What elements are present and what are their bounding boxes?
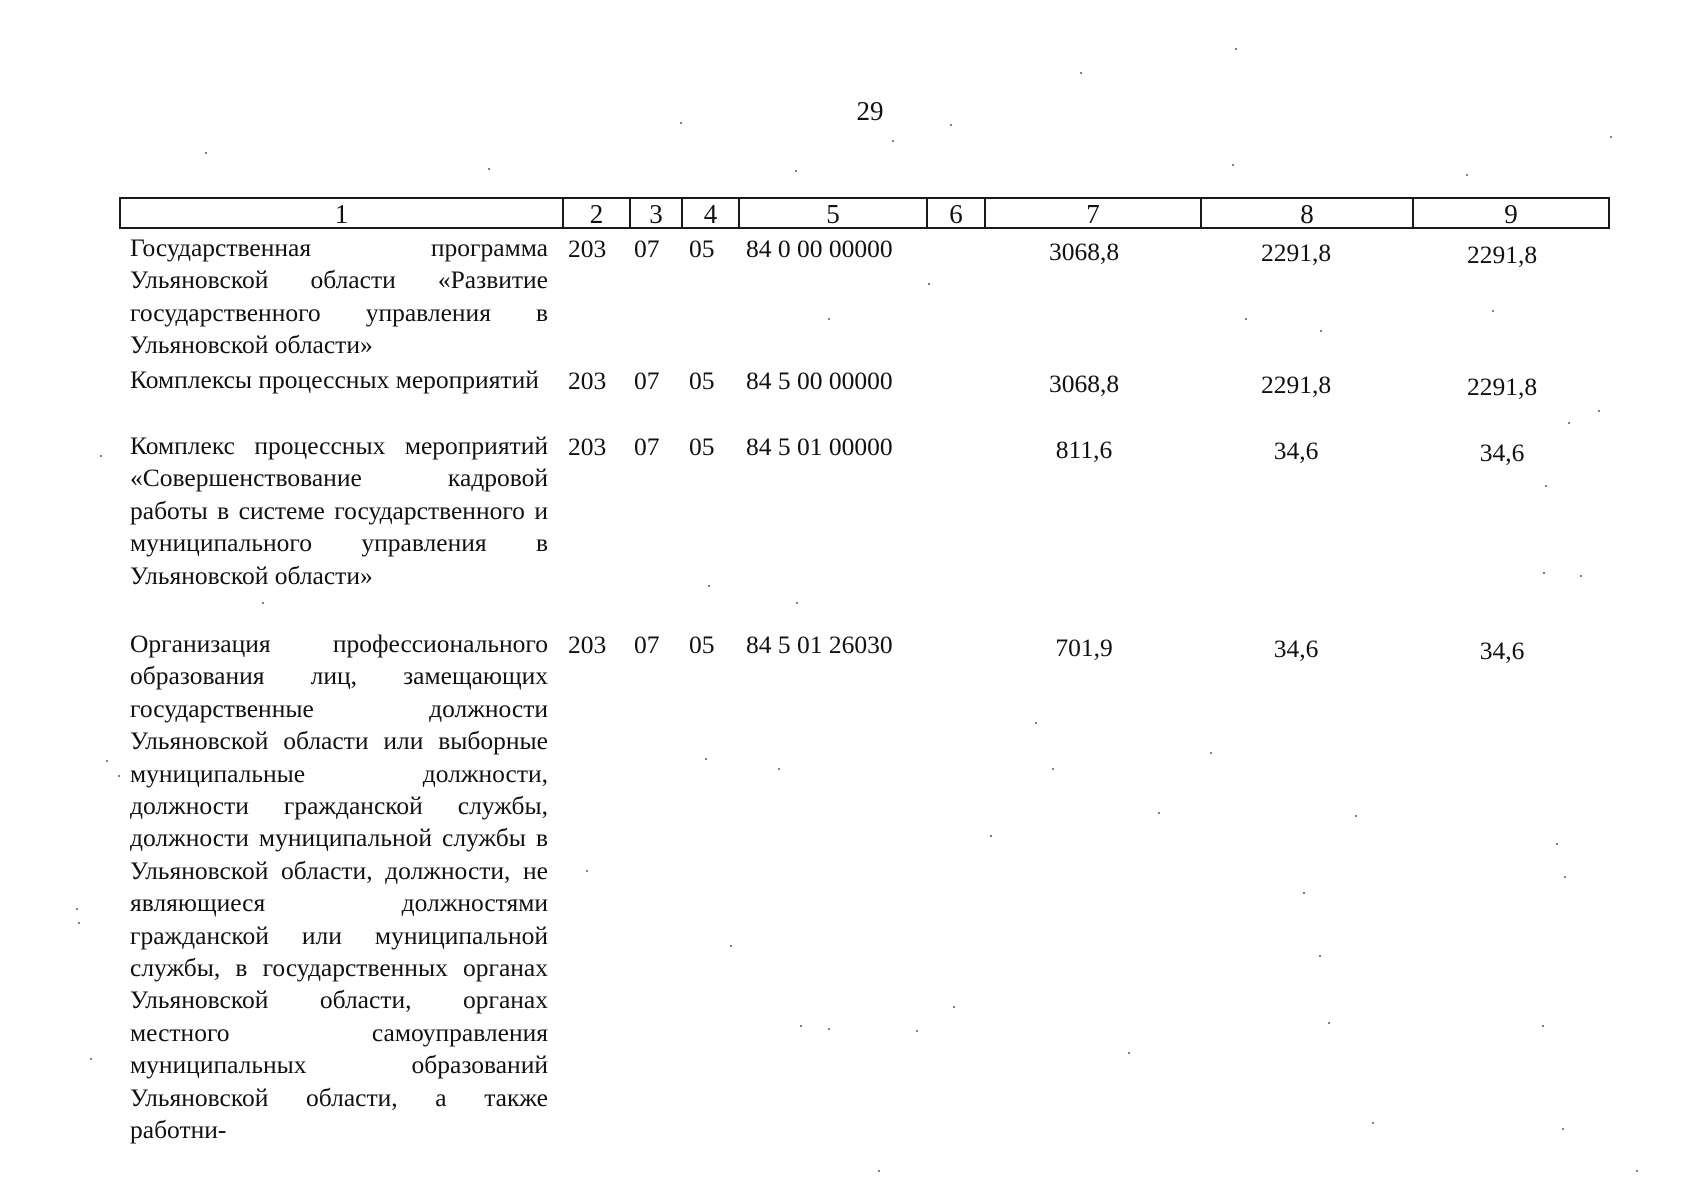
row-col-7: 3068,8 [1048, 237, 1120, 266]
row-col-9: 2291,8 [1466, 372, 1538, 401]
row-col-7: 3068,8 [1048, 369, 1120, 398]
row-col-9: 34,6 [1479, 438, 1525, 467]
row-col-8: 34,6 [1273, 634, 1319, 663]
row-col-4: 05 [689, 366, 715, 395]
row-col-8: 2291,8 [1260, 238, 1332, 267]
row-col-3: 07 [634, 432, 660, 461]
header-col-2: 2 [562, 199, 629, 227]
row-col-2: 203 [568, 234, 607, 263]
header-col-4: 4 [681, 199, 738, 227]
header-col-9: 9 [1412, 199, 1608, 227]
row-name: Комплексы процессных мероприятий [130, 365, 539, 394]
page-number: 29 [856, 96, 884, 126]
header-col-5: 5 [738, 199, 926, 227]
row-col-9: 34,6 [1479, 636, 1525, 665]
row-col-2: 203 [568, 432, 607, 461]
row-col-3: 07 [634, 630, 660, 659]
row-name: Комплекс процессных мероприятий «Совершенствование кадровой работы в системе государственного и муниципального управления в Ульяновской области» [130, 431, 548, 590]
header-col-1: 1 [334, 199, 349, 229]
row-col-5: 84 5 01 00000 [746, 432, 893, 461]
row-col-4: 05 [689, 234, 715, 263]
row-col-4: 05 [689, 630, 715, 659]
row-col-3: 07 [634, 366, 660, 395]
row-name: Государственная программа Ульяновской области «Развитие государственного управления в Ульяновской области» [130, 233, 548, 360]
header-col-7: 7 [984, 199, 1200, 227]
row-col-2: 203 [568, 630, 607, 659]
header-col-8: 8 [1200, 199, 1412, 227]
row-col-5: 84 5 01 26030 [746, 630, 893, 659]
header-col-3: 3 [629, 199, 681, 227]
row-col-5: 84 0 00 00000 [746, 234, 893, 263]
row-name: Организация профессионального образования лиц, замещающих государственные должности Ульяновской области или выборные муниципальные должности, должности гражданской службы, должности муниципальной службы в Ульяновской области, должности, не являющиеся должностями гражданской или муниципальной службы, в государственных органах Ульяновской области, органах местного самоуправления муниципальных образований Ульяновской области, а также работни- [130, 629, 548, 1145]
table-header [119, 197, 1610, 229]
row-col-2: 203 [568, 366, 607, 395]
row-col-8: 34,6 [1273, 436, 1319, 465]
row-col-7: 811,6 [1055, 435, 1113, 464]
row-col-3: 07 [634, 234, 660, 263]
row-col-4: 05 [689, 432, 715, 461]
header-col-6: 6 [926, 199, 984, 227]
row-col-9: 2291,8 [1466, 240, 1538, 269]
row-col-7: 701,9 [1055, 633, 1113, 662]
row-col-8: 2291,8 [1260, 370, 1332, 399]
row-col-5: 84 5 00 00000 [746, 366, 893, 395]
